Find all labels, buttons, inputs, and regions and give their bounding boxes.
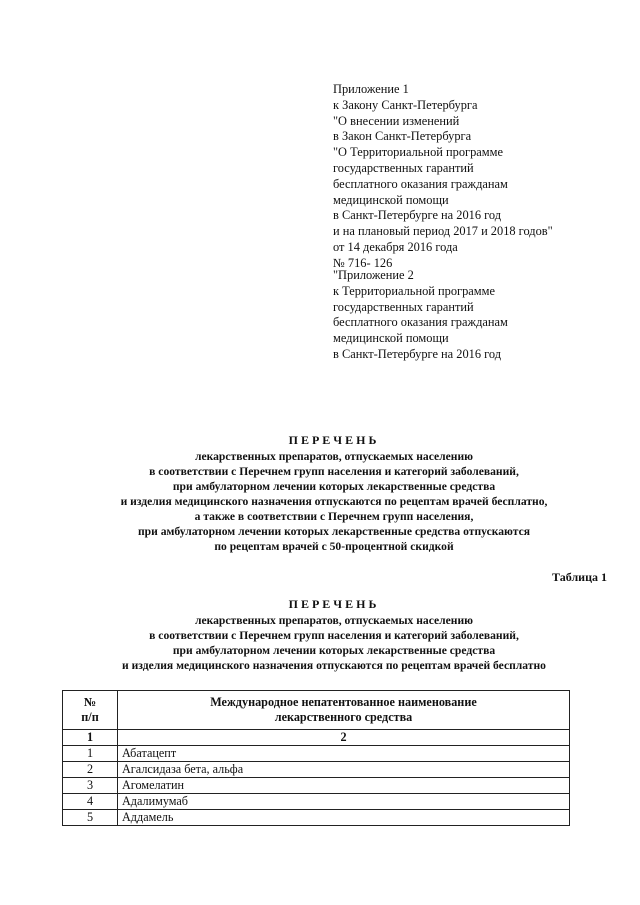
column-index: 2	[118, 730, 570, 746]
heading-title: ПЕРЕЧЕНЬ	[288, 433, 380, 447]
drug-name: Адалимумаб	[118, 794, 570, 810]
annex-line: медицинской помощи	[333, 192, 449, 207]
header-name	[118, 691, 570, 730]
heading-line: при амбулаторном лечении которых лекарственные средства	[172, 644, 496, 657]
annex-line: бесплатного оказания гражданам	[333, 315, 508, 330]
medicines-table	[62, 690, 570, 826]
heading-line: по рецептам врачей с 50-процентной скидкой	[214, 540, 454, 553]
annex-line: и на плановый период 2017 и 2018 годов"	[333, 224, 553, 239]
heading-line: при амбулаторном лечении которых лекарственные средства отпускаются	[137, 525, 530, 538]
annex-line: "О внесении изменений	[333, 113, 460, 128]
annex-line: Приложение 1	[333, 82, 409, 96]
row-number: 1	[63, 746, 118, 762]
table-row	[63, 746, 570, 762]
heading-line: в соответствии с Перечнем групп населения и категорий заболеваний,	[149, 629, 519, 642]
header-name-line: Международное непатентованное наименование	[210, 695, 477, 709]
heading-line: и изделия медицинского назначения отпускаются по рецептам врачей бесплатно	[122, 659, 546, 672]
annex-line: в Закон Санкт-Петербурга	[333, 129, 472, 144]
annex-law-number: № 716- 126	[333, 255, 393, 270]
row-number: 4	[63, 794, 118, 810]
heading-line: лекарственных препаратов, отпускаемых населению	[194, 450, 474, 463]
main-list-heading	[60, 433, 608, 554]
row-number: 2	[63, 762, 118, 778]
row-number: 3	[63, 778, 118, 794]
annex-line: государственных гарантий	[333, 299, 474, 314]
row-number: 5	[63, 810, 118, 826]
annex-line: медицинской помощи	[333, 331, 449, 346]
column-index: 1	[63, 730, 118, 746]
heading-line: а также в соответствии с Перечнем групп населения,	[194, 510, 474, 523]
annex-line: "Приложение 2	[333, 268, 414, 282]
heading-line: при амбулаторном лечении которых лекарственные средства	[172, 480, 496, 493]
drug-name: Агалсидаза бета, альфа	[118, 762, 570, 778]
table-heading	[60, 597, 608, 673]
annex-line: в Санкт-Петербурге на 2016 год	[333, 208, 502, 223]
heading-line: в соответствии с Перечнем групп населения и категорий заболеваний,	[149, 465, 519, 478]
drug-name: Агомелатин	[118, 778, 570, 794]
annex-1-reference	[333, 82, 633, 272]
heading-line: и изделия медицинского назначения отпускаются по рецептам врачей бесплатно,	[120, 495, 548, 508]
drug-name: Абатацепт	[118, 746, 570, 762]
annex-line: "О Территориальной программе	[333, 145, 503, 160]
annex-line: государственных гарантий	[333, 160, 474, 175]
heading-line: лекарственных препаратов, отпускаемых населению	[194, 614, 474, 627]
table-row	[63, 778, 570, 794]
header-number	[63, 691, 118, 730]
heading-title: ПЕРЕЧЕНЬ	[288, 597, 380, 611]
annex-line: от 14 декабря 2016 года	[333, 239, 458, 254]
table-row	[63, 810, 570, 826]
header-number-line: №	[83, 695, 97, 709]
column-index-row	[63, 730, 570, 746]
annex-line: бесплатного оказания гражданам	[333, 176, 508, 191]
table-row	[63, 762, 570, 778]
table-row	[63, 794, 570, 810]
table-header-row	[63, 691, 570, 730]
annex-line: к Территориальной программе	[333, 283, 495, 298]
header-name-line: лекарственного средства	[274, 710, 413, 724]
annex-line: в Санкт-Петербурге на 2016 год	[333, 346, 502, 361]
annex-2-reference	[333, 268, 633, 363]
annex-line: к Закону Санкт-Петербурга	[333, 97, 478, 112]
drug-name: Аддамель	[118, 810, 570, 826]
table-caption: Таблица 1	[552, 570, 607, 584]
header-number-line: п/п	[81, 710, 99, 724]
